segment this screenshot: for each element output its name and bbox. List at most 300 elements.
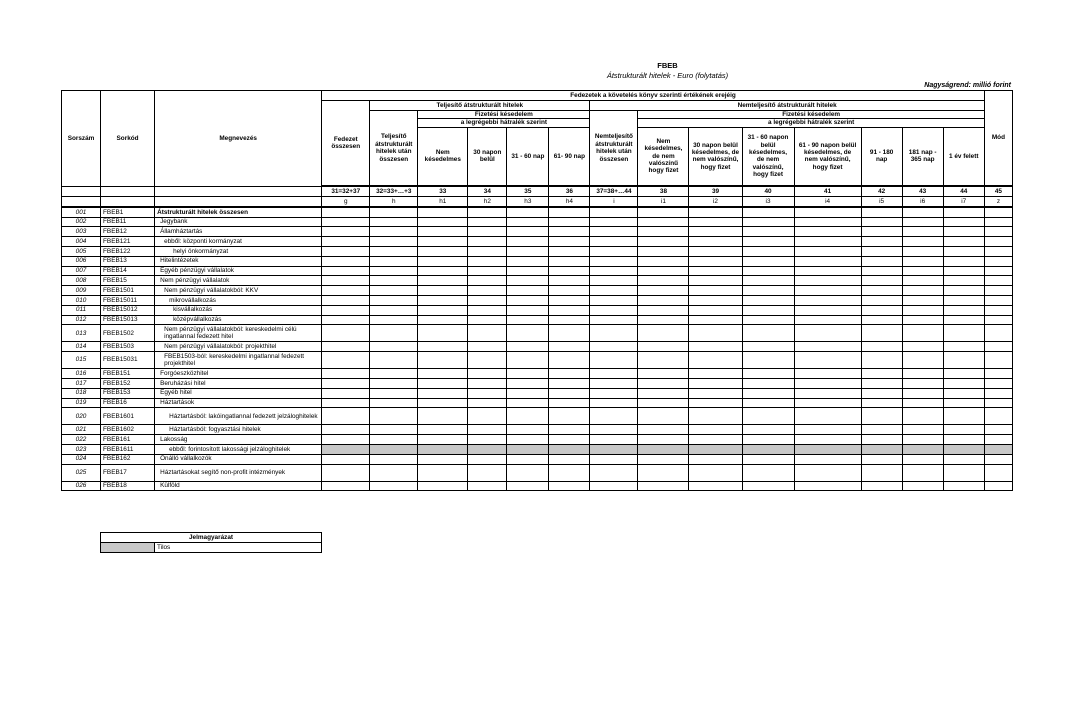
value-cell[interactable] xyxy=(468,352,507,369)
value-cell[interactable] xyxy=(794,435,861,445)
value-cell[interactable] xyxy=(902,286,943,296)
value-cell[interactable] xyxy=(689,342,742,352)
value-cell[interactable] xyxy=(638,325,689,342)
value-cell[interactable] xyxy=(902,352,943,369)
value-cell[interactable] xyxy=(549,444,590,454)
value-cell[interactable] xyxy=(418,454,468,464)
value-cell[interactable] xyxy=(689,256,742,266)
value-cell[interactable] xyxy=(370,464,418,481)
value-cell[interactable] xyxy=(638,247,689,257)
value-cell[interactable] xyxy=(322,237,370,247)
value-cell[interactable] xyxy=(638,315,689,325)
value-cell[interactable] xyxy=(861,325,902,342)
value-cell[interactable] xyxy=(507,342,549,352)
value-cell[interactable] xyxy=(549,295,590,305)
value-cell[interactable] xyxy=(742,247,794,257)
value-cell[interactable] xyxy=(590,388,638,398)
value-cell[interactable] xyxy=(984,295,1012,305)
value-cell[interactable] xyxy=(370,435,418,445)
value-cell[interactable] xyxy=(742,266,794,276)
value-cell[interactable] xyxy=(943,352,984,369)
value-cell[interactable] xyxy=(590,369,638,379)
value-cell[interactable] xyxy=(638,481,689,491)
value-cell[interactable] xyxy=(902,207,943,217)
value-cell[interactable] xyxy=(507,256,549,266)
value-cell[interactable] xyxy=(418,256,468,266)
value-cell[interactable] xyxy=(418,398,468,408)
value-cell[interactable] xyxy=(638,266,689,276)
value-cell[interactable] xyxy=(507,444,549,454)
value-cell[interactable] xyxy=(742,276,794,286)
value-cell[interactable] xyxy=(794,325,861,342)
value-cell[interactable] xyxy=(742,388,794,398)
value-cell[interactable] xyxy=(468,276,507,286)
value-cell[interactable] xyxy=(861,378,902,388)
value-cell[interactable] xyxy=(468,378,507,388)
value-cell[interactable] xyxy=(590,454,638,464)
value-cell[interactable] xyxy=(468,408,507,425)
value-cell[interactable] xyxy=(861,408,902,425)
value-cell[interactable] xyxy=(468,454,507,464)
value-cell[interactable] xyxy=(590,378,638,388)
value-cell[interactable] xyxy=(370,454,418,464)
value-cell[interactable] xyxy=(549,315,590,325)
value-cell[interactable] xyxy=(943,217,984,227)
value-cell[interactable] xyxy=(794,286,861,296)
value-cell[interactable] xyxy=(638,217,689,227)
value-cell[interactable] xyxy=(689,295,742,305)
value-cell[interactable] xyxy=(468,369,507,379)
value-cell[interactable] xyxy=(590,237,638,247)
value-cell[interactable] xyxy=(902,464,943,481)
value-cell[interactable] xyxy=(468,227,507,237)
value-cell[interactable] xyxy=(689,315,742,325)
value-cell[interactable] xyxy=(549,207,590,217)
value-cell[interactable] xyxy=(984,207,1012,217)
value-cell[interactable] xyxy=(861,435,902,445)
value-cell[interactable] xyxy=(549,378,590,388)
value-cell[interactable] xyxy=(507,325,549,342)
value-cell[interactable] xyxy=(943,286,984,296)
value-cell[interactable] xyxy=(689,237,742,247)
value-cell[interactable] xyxy=(549,227,590,237)
value-cell[interactable] xyxy=(794,388,861,398)
value-cell[interactable] xyxy=(794,408,861,425)
value-cell[interactable] xyxy=(984,342,1012,352)
value-cell[interactable] xyxy=(507,481,549,491)
value-cell[interactable] xyxy=(590,266,638,276)
value-cell[interactable] xyxy=(742,286,794,296)
value-cell[interactable] xyxy=(418,305,468,315)
value-cell[interactable] xyxy=(689,227,742,237)
value-cell[interactable] xyxy=(507,237,549,247)
value-cell[interactable] xyxy=(638,435,689,445)
value-cell[interactable] xyxy=(902,481,943,491)
value-cell[interactable] xyxy=(370,369,418,379)
value-cell[interactable] xyxy=(689,398,742,408)
value-cell[interactable] xyxy=(794,247,861,257)
value-cell[interactable] xyxy=(468,325,507,342)
value-cell[interactable] xyxy=(468,237,507,247)
value-cell[interactable] xyxy=(468,207,507,217)
value-cell[interactable] xyxy=(902,425,943,435)
value-cell[interactable] xyxy=(689,369,742,379)
value-cell[interactable] xyxy=(468,481,507,491)
value-cell[interactable] xyxy=(794,352,861,369)
value-cell[interactable] xyxy=(943,237,984,247)
value-cell[interactable] xyxy=(902,266,943,276)
value-cell[interactable] xyxy=(590,247,638,257)
value-cell[interactable] xyxy=(590,256,638,266)
value-cell[interactable] xyxy=(861,352,902,369)
value-cell[interactable] xyxy=(902,444,943,454)
value-cell[interactable] xyxy=(742,408,794,425)
value-cell[interactable] xyxy=(322,408,370,425)
value-cell[interactable] xyxy=(902,342,943,352)
value-cell[interactable] xyxy=(984,378,1012,388)
value-cell[interactable] xyxy=(984,247,1012,257)
value-cell[interactable] xyxy=(418,342,468,352)
value-cell[interactable] xyxy=(984,305,1012,315)
value-cell[interactable] xyxy=(742,378,794,388)
value-cell[interactable] xyxy=(322,342,370,352)
value-cell[interactable] xyxy=(418,425,468,435)
value-cell[interactable] xyxy=(322,266,370,276)
value-cell[interactable] xyxy=(549,464,590,481)
value-cell[interactable] xyxy=(370,481,418,491)
value-cell[interactable] xyxy=(794,207,861,217)
value-cell[interactable] xyxy=(638,286,689,296)
value-cell[interactable] xyxy=(794,315,861,325)
value-cell[interactable] xyxy=(984,481,1012,491)
value-cell[interactable] xyxy=(861,256,902,266)
value-cell[interactable] xyxy=(507,454,549,464)
value-cell[interactable] xyxy=(638,237,689,247)
value-cell[interactable] xyxy=(549,388,590,398)
value-cell[interactable] xyxy=(902,325,943,342)
value-cell[interactable] xyxy=(638,444,689,454)
value-cell[interactable] xyxy=(861,425,902,435)
value-cell[interactable] xyxy=(984,369,1012,379)
value-cell[interactable] xyxy=(638,378,689,388)
value-cell[interactable] xyxy=(549,435,590,445)
value-cell[interactable] xyxy=(902,217,943,227)
value-cell[interactable] xyxy=(902,398,943,408)
value-cell[interactable] xyxy=(370,444,418,454)
value-cell[interactable] xyxy=(689,425,742,435)
value-cell[interactable] xyxy=(984,276,1012,286)
value-cell[interactable] xyxy=(590,425,638,435)
value-cell[interactable] xyxy=(861,369,902,379)
value-cell[interactable] xyxy=(322,425,370,435)
value-cell[interactable] xyxy=(507,227,549,237)
value-cell[interactable] xyxy=(794,276,861,286)
value-cell[interactable] xyxy=(794,444,861,454)
value-cell[interactable] xyxy=(861,217,902,227)
value-cell[interactable] xyxy=(507,207,549,217)
value-cell[interactable] xyxy=(590,227,638,237)
value-cell[interactable] xyxy=(742,315,794,325)
value-cell[interactable] xyxy=(902,295,943,305)
value-cell[interactable] xyxy=(638,276,689,286)
value-cell[interactable] xyxy=(549,481,590,491)
value-cell[interactable] xyxy=(689,217,742,227)
value-cell[interactable] xyxy=(689,305,742,315)
value-cell[interactable] xyxy=(418,444,468,454)
value-cell[interactable] xyxy=(507,378,549,388)
value-cell[interactable] xyxy=(984,227,1012,237)
value-cell[interactable] xyxy=(984,435,1012,445)
value-cell[interactable] xyxy=(370,388,418,398)
value-cell[interactable] xyxy=(590,481,638,491)
value-cell[interactable] xyxy=(370,276,418,286)
value-cell[interactable] xyxy=(507,352,549,369)
value-cell[interactable] xyxy=(794,227,861,237)
value-cell[interactable] xyxy=(549,352,590,369)
value-cell[interactable] xyxy=(590,342,638,352)
value-cell[interactable] xyxy=(794,237,861,247)
value-cell[interactable] xyxy=(638,398,689,408)
value-cell[interactable] xyxy=(549,256,590,266)
value-cell[interactable] xyxy=(861,227,902,237)
value-cell[interactable] xyxy=(742,256,794,266)
value-cell[interactable] xyxy=(638,227,689,237)
value-cell[interactable] xyxy=(794,369,861,379)
value-cell[interactable] xyxy=(861,305,902,315)
value-cell[interactable] xyxy=(984,325,1012,342)
value-cell[interactable] xyxy=(370,342,418,352)
value-cell[interactable] xyxy=(794,256,861,266)
value-cell[interactable] xyxy=(370,398,418,408)
value-cell[interactable] xyxy=(507,398,549,408)
value-cell[interactable] xyxy=(689,435,742,445)
value-cell[interactable] xyxy=(943,227,984,237)
value-cell[interactable] xyxy=(418,315,468,325)
value-cell[interactable] xyxy=(689,464,742,481)
value-cell[interactable] xyxy=(794,454,861,464)
value-cell[interactable] xyxy=(507,217,549,227)
value-cell[interactable] xyxy=(902,378,943,388)
value-cell[interactable] xyxy=(984,398,1012,408)
value-cell[interactable] xyxy=(742,207,794,217)
value-cell[interactable] xyxy=(507,247,549,257)
value-cell[interactable] xyxy=(322,325,370,342)
value-cell[interactable] xyxy=(370,295,418,305)
value-cell[interactable] xyxy=(418,227,468,237)
value-cell[interactable] xyxy=(861,237,902,247)
value-cell[interactable] xyxy=(549,247,590,257)
value-cell[interactable] xyxy=(418,286,468,296)
value-cell[interactable] xyxy=(370,247,418,257)
value-cell[interactable] xyxy=(638,207,689,217)
value-cell[interactable] xyxy=(370,378,418,388)
value-cell[interactable] xyxy=(638,454,689,464)
value-cell[interactable] xyxy=(370,227,418,237)
value-cell[interactable] xyxy=(861,481,902,491)
value-cell[interactable] xyxy=(370,325,418,342)
value-cell[interactable] xyxy=(943,256,984,266)
value-cell[interactable] xyxy=(507,388,549,398)
value-cell[interactable] xyxy=(943,388,984,398)
value-cell[interactable] xyxy=(689,408,742,425)
value-cell[interactable] xyxy=(943,266,984,276)
value-cell[interactable] xyxy=(742,481,794,491)
value-cell[interactable] xyxy=(549,325,590,342)
value-cell[interactable] xyxy=(322,207,370,217)
value-cell[interactable] xyxy=(984,464,1012,481)
value-cell[interactable] xyxy=(322,352,370,369)
value-cell[interactable] xyxy=(794,378,861,388)
value-cell[interactable] xyxy=(794,217,861,227)
value-cell[interactable] xyxy=(322,454,370,464)
value-cell[interactable] xyxy=(418,388,468,398)
value-cell[interactable] xyxy=(322,435,370,445)
value-cell[interactable] xyxy=(794,398,861,408)
value-cell[interactable] xyxy=(507,286,549,296)
value-cell[interactable] xyxy=(943,398,984,408)
value-cell[interactable] xyxy=(861,286,902,296)
value-cell[interactable] xyxy=(861,342,902,352)
value-cell[interactable] xyxy=(468,464,507,481)
value-cell[interactable] xyxy=(984,425,1012,435)
value-cell[interactable] xyxy=(861,295,902,305)
value-cell[interactable] xyxy=(742,425,794,435)
value-cell[interactable] xyxy=(370,425,418,435)
value-cell[interactable] xyxy=(468,342,507,352)
value-cell[interactable] xyxy=(943,425,984,435)
value-cell[interactable] xyxy=(322,378,370,388)
value-cell[interactable] xyxy=(590,464,638,481)
value-cell[interactable] xyxy=(742,227,794,237)
value-cell[interactable] xyxy=(507,276,549,286)
value-cell[interactable] xyxy=(418,247,468,257)
value-cell[interactable] xyxy=(322,227,370,237)
value-cell[interactable] xyxy=(943,207,984,217)
value-cell[interactable] xyxy=(861,388,902,398)
value-cell[interactable] xyxy=(794,425,861,435)
value-cell[interactable] xyxy=(742,342,794,352)
value-cell[interactable] xyxy=(507,464,549,481)
value-cell[interactable] xyxy=(689,444,742,454)
value-cell[interactable] xyxy=(943,369,984,379)
value-cell[interactable] xyxy=(370,266,418,276)
value-cell[interactable] xyxy=(638,295,689,305)
value-cell[interactable] xyxy=(861,454,902,464)
value-cell[interactable] xyxy=(468,425,507,435)
value-cell[interactable] xyxy=(549,342,590,352)
value-cell[interactable] xyxy=(689,286,742,296)
value-cell[interactable] xyxy=(689,247,742,257)
value-cell[interactable] xyxy=(590,295,638,305)
value-cell[interactable] xyxy=(468,315,507,325)
value-cell[interactable] xyxy=(507,315,549,325)
value-cell[interactable] xyxy=(370,217,418,227)
value-cell[interactable] xyxy=(902,454,943,464)
value-cell[interactable] xyxy=(322,217,370,227)
value-cell[interactable] xyxy=(468,388,507,398)
value-cell[interactable] xyxy=(468,444,507,454)
value-cell[interactable] xyxy=(902,408,943,425)
value-cell[interactable] xyxy=(902,369,943,379)
value-cell[interactable] xyxy=(322,369,370,379)
value-cell[interactable] xyxy=(507,305,549,315)
value-cell[interactable] xyxy=(322,315,370,325)
value-cell[interactable] xyxy=(943,305,984,315)
value-cell[interactable] xyxy=(549,276,590,286)
value-cell[interactable] xyxy=(507,369,549,379)
value-cell[interactable] xyxy=(370,237,418,247)
value-cell[interactable] xyxy=(861,266,902,276)
value-cell[interactable] xyxy=(742,217,794,227)
value-cell[interactable] xyxy=(507,266,549,276)
value-cell[interactable] xyxy=(590,276,638,286)
value-cell[interactable] xyxy=(370,207,418,217)
value-cell[interactable] xyxy=(943,408,984,425)
value-cell[interactable] xyxy=(549,266,590,276)
value-cell[interactable] xyxy=(689,454,742,464)
value-cell[interactable] xyxy=(468,247,507,257)
value-cell[interactable] xyxy=(689,388,742,398)
value-cell[interactable] xyxy=(943,435,984,445)
value-cell[interactable] xyxy=(370,315,418,325)
value-cell[interactable] xyxy=(794,464,861,481)
value-cell[interactable] xyxy=(590,408,638,425)
value-cell[interactable] xyxy=(322,305,370,315)
value-cell[interactable] xyxy=(742,305,794,315)
value-cell[interactable] xyxy=(418,408,468,425)
value-cell[interactable] xyxy=(418,435,468,445)
value-cell[interactable] xyxy=(468,256,507,266)
value-cell[interactable] xyxy=(689,352,742,369)
value-cell[interactable] xyxy=(984,444,1012,454)
value-cell[interactable] xyxy=(638,464,689,481)
value-cell[interactable] xyxy=(689,378,742,388)
value-cell[interactable] xyxy=(902,388,943,398)
value-cell[interactable] xyxy=(590,398,638,408)
value-cell[interactable] xyxy=(322,247,370,257)
value-cell[interactable] xyxy=(370,305,418,315)
value-cell[interactable] xyxy=(322,398,370,408)
value-cell[interactable] xyxy=(638,425,689,435)
value-cell[interactable] xyxy=(742,444,794,454)
value-cell[interactable] xyxy=(902,305,943,315)
value-cell[interactable] xyxy=(549,369,590,379)
value-cell[interactable] xyxy=(418,217,468,227)
value-cell[interactable] xyxy=(590,286,638,296)
value-cell[interactable] xyxy=(418,266,468,276)
value-cell[interactable] xyxy=(902,435,943,445)
value-cell[interactable] xyxy=(943,378,984,388)
value-cell[interactable] xyxy=(370,286,418,296)
value-cell[interactable] xyxy=(943,481,984,491)
value-cell[interactable] xyxy=(468,217,507,227)
value-cell[interactable] xyxy=(742,454,794,464)
value-cell[interactable] xyxy=(370,408,418,425)
value-cell[interactable] xyxy=(468,295,507,305)
value-cell[interactable] xyxy=(590,305,638,315)
value-cell[interactable] xyxy=(638,256,689,266)
value-cell[interactable] xyxy=(861,464,902,481)
value-cell[interactable] xyxy=(742,435,794,445)
value-cell[interactable] xyxy=(418,352,468,369)
value-cell[interactable] xyxy=(638,352,689,369)
value-cell[interactable] xyxy=(507,435,549,445)
value-cell[interactable] xyxy=(590,444,638,454)
value-cell[interactable] xyxy=(742,237,794,247)
value-cell[interactable] xyxy=(590,207,638,217)
value-cell[interactable] xyxy=(794,305,861,315)
value-cell[interactable] xyxy=(689,276,742,286)
